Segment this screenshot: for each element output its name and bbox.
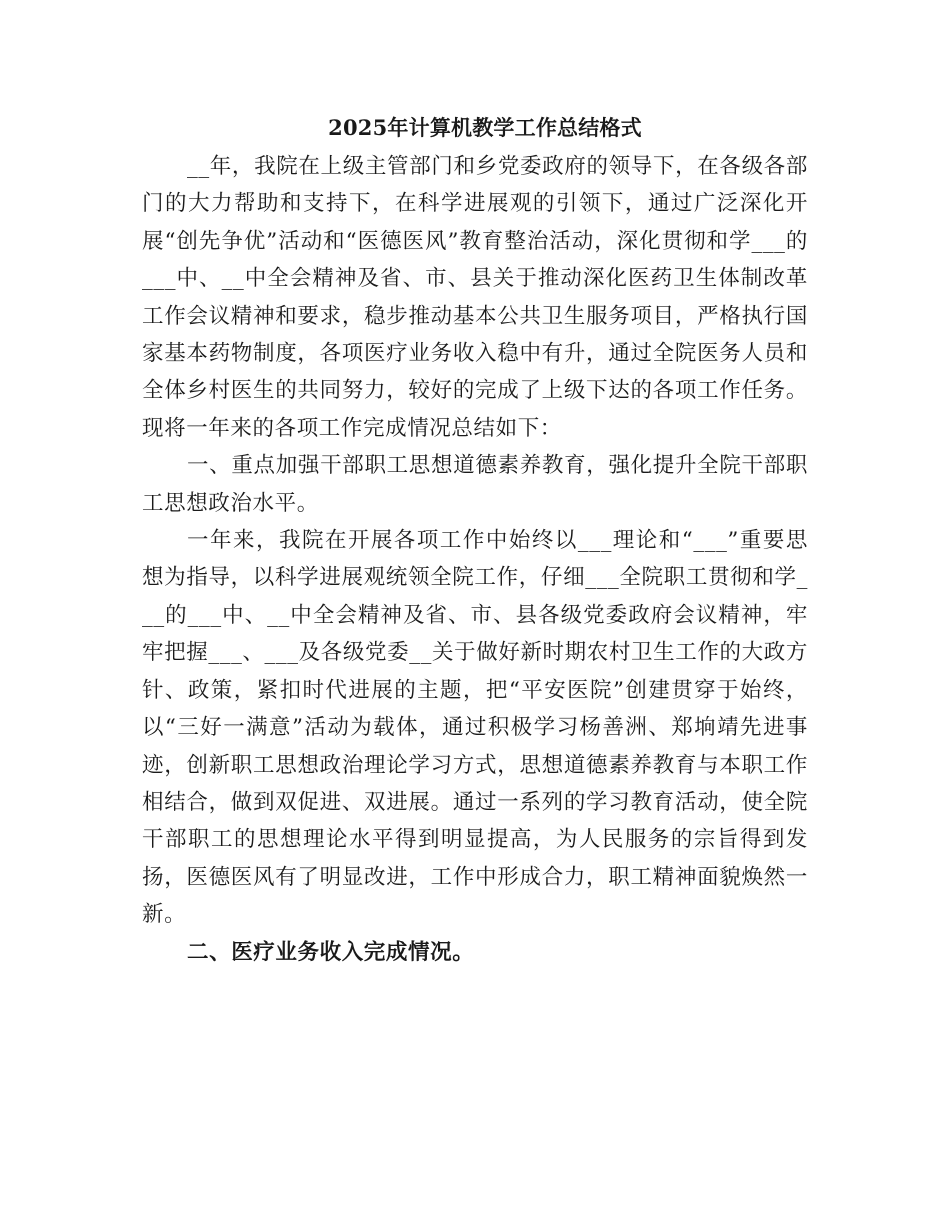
section-body-1: 一年来，我院在开展各项工作中始终以___理论和“___”重要思想为指导，以科学进展观统领全院工作，仔细___全院职工贯彻和学___的___中、__中全会精神及省、市、县各级党委政府会议精神，牢牢把握___、___及各级党委__关于做好新时期农村卫生工作的大政方针、政策，紧扣时代进展的主题，把“平安医院”创建贯穿于始终，以“三好一满意”活动为载体，通过积极学习杨善洲、郑垧靖先进事迹，创新职工思想政治理论学习方式，思想道德素养教育与本职工作相结合，做到双促进、双进展。通过一系列的学习教育活动，使全院干部职工的思想理论水平得到明显提高，为人民服务的宗旨得到发扬，医德医风有了明显改进，工作中形成合力，职工精神面貌焕然一新。 xyxy=(142,528,808,928)
intro-paragraph: __年，我院在上级主管部门和乡党委政府的领导下，在各级各部门的大力帮助和支持下，在科学进展观的引领下，通过广泛深化开展“创先争优”活动和“医德医风”教育整治活动，深化贯彻和学___的___中、__中全会精神及省、市、县关于推动深化医药卫生体制改革工作会议精神和要求，稳步推动基本公共卫生服务项目，严格执行国家基本药物制度，各项医疗业务收入稳中有升，通过全院医务人员和全体乡村医生的共同努力，较好的完成了上级下达的各项工作任务。现将一年来的各项工作完成情况总结如下： xyxy=(142,154,808,441)
section-heading-2: 二、医疗业务收入完成情况。 xyxy=(187,939,475,965)
document-title: 2025年计算机教学工作总结格式 xyxy=(328,115,642,140)
section-heading-1: 一、重点加强干部职工思想道德素养教育，强化提升全院干部职工思想政治水平。 xyxy=(142,453,808,516)
document-page xyxy=(142,108,808,971)
